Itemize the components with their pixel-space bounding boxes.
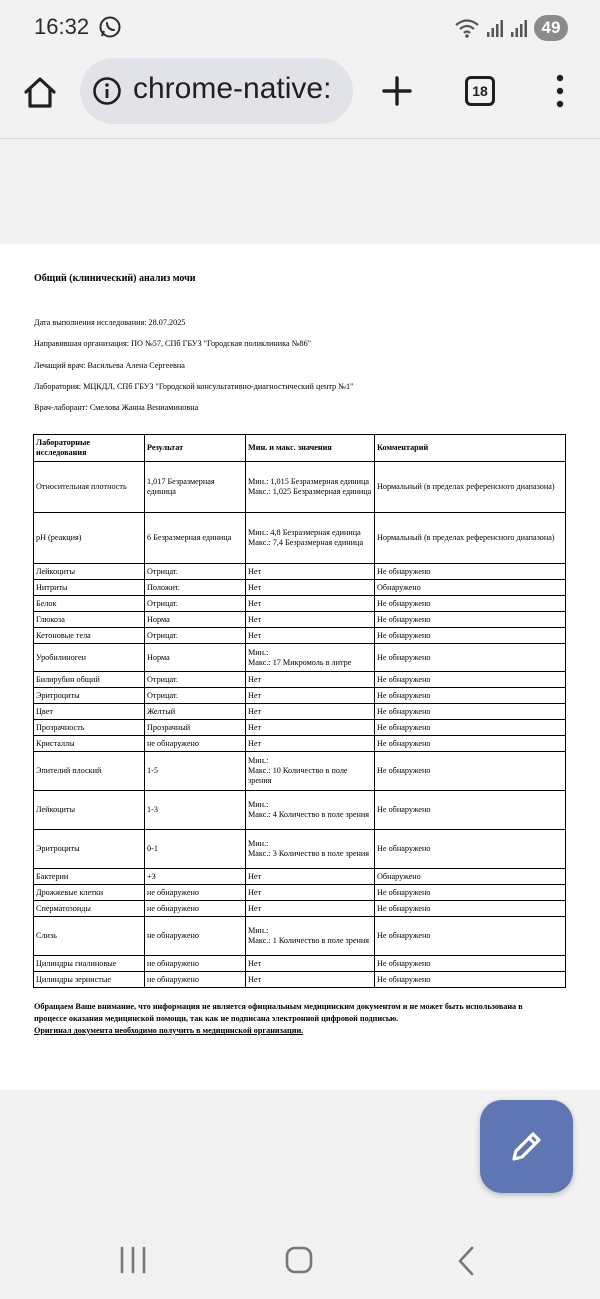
signal-icon [486, 18, 504, 38]
cell-range: Нет [246, 972, 375, 988]
table-row [34, 885, 566, 901]
edit-fab-button[interactable] [480, 1100, 573, 1193]
table-row [34, 720, 566, 736]
table-row [34, 462, 566, 513]
cell-result: 1-5 [145, 752, 246, 791]
cell-result: Отрицат. [145, 564, 246, 580]
browser-toolbar [0, 56, 600, 139]
cell-comment: Не обнаружено [375, 956, 566, 972]
cell-result: Отрицат. [145, 596, 246, 612]
table-row [34, 628, 566, 644]
cell-range: Нет [246, 956, 375, 972]
cell-result: не обнаружено [145, 736, 246, 752]
cell-result: не обнаружено [145, 885, 246, 901]
cell-test-name: Цвет [34, 704, 145, 720]
cell-comment: Не обнаружено [375, 596, 566, 612]
cell-test-name: Глюкоза [34, 612, 145, 628]
cell-result: не обнаружено [145, 917, 246, 956]
cell-result: Отрицат. [145, 628, 246, 644]
cell-test-name: Лейкоциты [34, 564, 145, 580]
table-row [34, 564, 566, 580]
cell-result: Отрицат. [145, 672, 246, 688]
home-icon[interactable] [285, 1246, 313, 1274]
cell-result: 0-1 [145, 830, 246, 869]
cell-comment: Обнаружено [375, 580, 566, 596]
cell-test-name: Кристаллы [34, 736, 145, 752]
home-button[interactable] [20, 73, 60, 113]
table-row [34, 672, 566, 688]
table-row [34, 869, 566, 885]
cell-test-name: Эпителий плоский [34, 752, 145, 791]
table-row [34, 972, 566, 988]
meta-lab-doctor: Врач-лаборант: Смелова Жанна Вениаминовна [34, 403, 199, 412]
cell-range: Мин.: 4,8 Безразмерная единица Макс.: 7,4 Безразмерная единица [246, 513, 375, 564]
meta-date: Дата выполнения исследования: 28.07.2025 [34, 318, 186, 327]
cell-test-name: Цилиндры зернистые [34, 972, 145, 988]
cell-range: Нет [246, 901, 375, 917]
cell-test-name: Уробилиноген [34, 644, 145, 672]
table-header-row [34, 435, 566, 462]
system-nav-bar [0, 1210, 600, 1299]
status-time: 16:32 [34, 14, 90, 39]
cell-comment: Не обнаружено [375, 972, 566, 988]
cell-result: Отрицат. [145, 688, 246, 704]
cell-result: не обнаружено [145, 972, 246, 988]
cell-comment: Не обнаружено [375, 644, 566, 672]
disclaimer-notice [34, 1001, 554, 1037]
table-row [34, 596, 566, 612]
cell-result: не обнаружено [145, 901, 246, 917]
table-row [34, 752, 566, 791]
cell-range: Мин.: 1,015 Безразмерная единица Макс.: 1,025 Безразмерная единица [246, 462, 375, 513]
cell-range: Мин.: Макс.: 4 Количество в поле зрения [246, 791, 375, 830]
cell-test-name: Белок [34, 596, 145, 612]
tab-switcher-button[interactable]: 18 [465, 76, 495, 106]
cell-range: Нет [246, 580, 375, 596]
table-row [34, 917, 566, 956]
cell-comment: Не обнаружено [375, 791, 566, 830]
cell-result: не обнаружено [145, 956, 246, 972]
cell-test-name: Нитриты [34, 580, 145, 596]
cell-test-name: Прозрачность [34, 720, 145, 736]
cell-test-name: Лейкоциты [34, 791, 145, 830]
disclaimer-text: Обращаем Ваше внимание, что информация не является официальным медицинским документом и не может быть использована в процессе оказания медицинской помощи, так как не подписана электронной цифровой подписью. [34, 1002, 523, 1023]
cell-comment: Не обнаружено [375, 628, 566, 644]
url-bar[interactable] [80, 58, 353, 124]
cell-test-name: Относительная плотность [34, 462, 145, 513]
cell-comment: Не обнаружено [375, 917, 566, 956]
cell-comment: Не обнаружено [375, 612, 566, 628]
back-icon[interactable] [456, 1246, 476, 1276]
cell-test-name: Бактерии [34, 869, 145, 885]
more-menu-icon[interactable] [550, 72, 570, 110]
cell-result: +3 [145, 869, 246, 885]
new-tab-button[interactable] [380, 74, 414, 108]
cell-range: Нет [246, 564, 375, 580]
meta-organization: Направившая организация: ПО №57, СПб ГБУЗ "Городская поликлиника №86" [34, 339, 312, 348]
cell-result: Норма [145, 644, 246, 672]
cell-test-name: Эритроциты [34, 688, 145, 704]
cell-result: 1-3 [145, 791, 246, 830]
cell-range: Нет [246, 628, 375, 644]
cell-test-name: Слизь [34, 917, 145, 956]
table-row [34, 956, 566, 972]
cell-comment: Не обнаружено [375, 720, 566, 736]
cell-range: Нет [246, 885, 375, 901]
cell-range: Мин.: Макс.: 1 Количество в поле зрения [246, 917, 375, 956]
cell-range: Нет [246, 596, 375, 612]
wifi-icon [454, 18, 480, 38]
cell-range: Нет [246, 736, 375, 752]
meta-doctor: Лечащий врач: Васильева Алена Сергеевна [34, 361, 185, 370]
cell-test-name: Эритроциты [34, 830, 145, 869]
table-row [34, 688, 566, 704]
header-range: Мин. и макс. значения [246, 435, 375, 462]
cell-comment: Нормальный (в пределах референсного диапазона) [375, 462, 566, 513]
cell-comment: Не обнаружено [375, 672, 566, 688]
cell-result: Желтый [145, 704, 246, 720]
cell-range: Мин.: Макс.: 3 Количество в поле зрения [246, 830, 375, 869]
cell-comment: Не обнаружено [375, 885, 566, 901]
header-tests: Лабораторные исследования [34, 435, 145, 462]
cell-range: Нет [246, 672, 375, 688]
cell-comment: Не обнаружено [375, 830, 566, 869]
meta-laboratory: Лаборатория: МЦКДЛ, СПб ГБУЗ "Городской консультативно-диагностический центр №1" [34, 382, 354, 391]
cell-test-name: pH (реакция) [34, 513, 145, 564]
document-page [0, 244, 600, 1090]
cell-test-name: Билирубин общий [34, 672, 145, 688]
cell-range: Мин.: Макс.: 17 Микромоль в литре [246, 644, 375, 672]
disclaimer-original-link: Оригинал документа необходимо получить в медицинской организации. [34, 1026, 304, 1035]
cell-result: 6 Безразмерная единица [145, 513, 246, 564]
cell-range: Нет [246, 688, 375, 704]
status-icons [454, 14, 568, 42]
header-comment: Комментарий [375, 435, 566, 462]
battery-icon: 49 [534, 15, 568, 41]
cell-range: Нет [246, 869, 375, 885]
table-row [34, 704, 566, 720]
cell-result: Прозрачный [145, 720, 246, 736]
cell-test-name: Кетоновые тела [34, 628, 145, 644]
table-row [34, 644, 566, 672]
signal-icon [510, 18, 528, 38]
cell-range: Нет [246, 704, 375, 720]
cell-comment: Не обнаружено [375, 752, 566, 791]
table-row [34, 580, 566, 596]
table-row [34, 736, 566, 752]
table-row [34, 612, 566, 628]
cell-result: 1,017 Безразмерная единица [145, 462, 246, 513]
cell-comment: Не обнаружено [375, 901, 566, 917]
cell-comment: Нормальный (в пределах референсного диапазона) [375, 513, 566, 564]
cell-range: Нет [246, 720, 375, 736]
header-result: Результат [145, 435, 246, 462]
whatsapp-icon [98, 15, 122, 39]
cell-test-name: Дрожжевые клетки [34, 885, 145, 901]
recents-icon[interactable] [118, 1246, 148, 1274]
results-table [33, 434, 566, 988]
pencil-icon [509, 1129, 544, 1164]
document-title: Общий (клинический) анализ мочи [34, 273, 196, 284]
table-row [34, 830, 566, 869]
cell-test-name: Сперматозоиды [34, 901, 145, 917]
status-bar [0, 0, 600, 56]
cell-range: Мин.: Макс.: 10 Количество в поле зрения [246, 752, 375, 791]
cell-comment: Не обнаружено [375, 564, 566, 580]
cell-comment: Не обнаружено [375, 736, 566, 752]
url-text[interactable]: chrome-native: [133, 72, 332, 105]
cell-comment: Обнаружено [375, 869, 566, 885]
cell-comment: Не обнаружено [375, 704, 566, 720]
table-row [34, 901, 566, 917]
info-icon[interactable] [92, 76, 122, 106]
cell-range: Нет [246, 612, 375, 628]
cell-comment: Не обнаружено [375, 688, 566, 704]
cell-test-name: Цилиндры гиалиновые [34, 956, 145, 972]
cell-result: Норма [145, 612, 246, 628]
table-row [34, 791, 566, 830]
cell-result: Положит. [145, 580, 246, 596]
table-row [34, 513, 566, 564]
